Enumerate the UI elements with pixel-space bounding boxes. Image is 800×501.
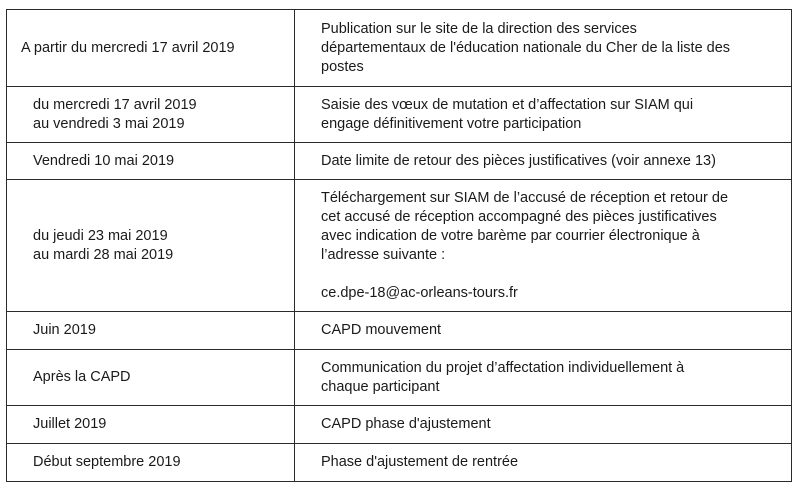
email-address: ce.dpe-18@ac-orleans-tours.fr [321,284,518,301]
date-text: au mardi 28 mai 2019 [33,246,174,263]
date-text: du mercredi 17 avril 2019 [33,96,197,113]
table-row [7,10,791,86]
date-text: Début septembre 2019 [33,454,181,470]
description-text: Saisie des vœux de mutation et d’affectation sur SIAM qui [321,96,694,113]
date-cell [7,444,295,481]
date-cell [7,350,295,405]
description-text: l’adresse suivante : [321,246,446,263]
schedule-table [6,9,792,482]
description-cell [295,312,791,349]
date-cell [7,180,295,311]
description-text: Phase d'ajustement de rentrée [321,454,519,470]
description-text: Téléchargement sur SIAM de l’accusé de réception et retour de [321,189,729,206]
description-cell [295,143,791,179]
description-cell [295,87,791,142]
date-text: Juin 2019 [33,322,96,338]
description-text: Publication sur le site de la direction des services [321,20,637,37]
date-text: A partir du mercredi 17 avril 2019 [21,39,235,56]
description-text: engage définitivement votre participation [321,115,582,132]
description-text: avec indication de votre barème par courrier électronique à [321,227,700,244]
table-row [7,349,791,405]
description-text: chaque participant [321,378,440,395]
table-row [7,443,791,481]
date-cell [7,87,295,142]
table-row [7,405,791,443]
date-text: Juillet 2019 [33,416,107,432]
date-cell [7,143,295,179]
description-text: Communication du projet d’affectation individuellement à [321,359,685,376]
description-cell [295,444,791,481]
description-text: cet accusé de réception accompagné des pièces justificatives [321,208,717,225]
description-text: CAPD mouvement [321,322,442,338]
description-text: départementaux de l'éducation nationale du Cher de la liste des [321,39,731,56]
description-cell [295,350,791,405]
date-cell [7,406,295,443]
date-text: Après la CAPD [33,369,131,385]
date-text: du jeudi 23 mai 2019 [33,227,168,244]
description-cell [295,180,791,311]
date-cell [7,312,295,349]
table-row [7,142,791,179]
description-cell [295,406,791,443]
description-text: Date limite de retour des pièces justificatives (voir annexe 13) [321,152,716,169]
table-row [7,311,791,349]
date-cell [7,10,295,86]
table-row [7,86,791,142]
blank-line [321,265,775,284]
date-text: au vendredi 3 mai 2019 [33,115,185,132]
table-row [7,179,791,311]
date-text: Vendredi 10 mai 2019 [33,152,175,169]
description-text: CAPD phase d'ajustement [321,416,491,432]
description-text: postes [321,58,364,75]
description-cell [295,10,791,86]
